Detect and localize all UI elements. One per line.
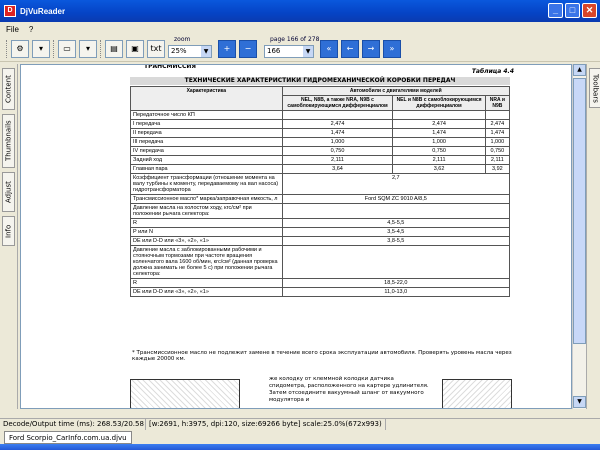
file-tab[interactable] xyxy=(4,431,132,444)
cell-value: 2,474 xyxy=(393,120,485,129)
table-row xyxy=(131,165,510,174)
cell-value: 3,8-5,5 xyxy=(282,237,509,246)
dropdown-icon[interactable]: ▾ xyxy=(32,40,50,58)
row-label: Давление масла с заблокированными рабочими и стояночным тормозами при частоте вращения коленчатого вала 1600 об/мин, кгс/см² (данная проверка должна занимать не более 5 с) при положении рычага селектора: xyxy=(131,246,283,279)
scroll-up-icon[interactable]: ▲ xyxy=(573,64,586,76)
document-page xyxy=(124,64,520,409)
footnote: * Трансмиссионное масло не подлежит замене в течение всего срока эксплуатации автомобиля. Проверять уровень масла через каждые 20000 км. xyxy=(132,350,512,362)
zoom-group xyxy=(168,36,212,58)
scroll-thumb[interactable] xyxy=(573,78,586,344)
prev-page-icon[interactable]: ← xyxy=(341,40,359,58)
chevron-down-icon[interactable]: ▼ xyxy=(201,46,211,57)
cell-value: 0,750 xyxy=(282,147,393,156)
table-row xyxy=(131,195,510,204)
table-row xyxy=(131,111,510,120)
text-mode-icon[interactable]: txt xyxy=(147,40,165,58)
table-row xyxy=(131,288,510,297)
cell-value: 1,000 xyxy=(282,138,393,147)
table-row xyxy=(131,147,510,156)
table-header: Характеристика xyxy=(131,87,283,111)
next-page-icon[interactable]: → xyxy=(362,40,380,58)
zoom-select[interactable] xyxy=(168,45,212,58)
row-label: Давление масла на холостом ходу, кгс/см² при положении рычага селектора: xyxy=(131,204,283,219)
cell-value: 3,92 xyxy=(485,165,509,174)
tab-content[interactable]: Content xyxy=(2,68,15,110)
left-sidebar-tabs xyxy=(0,64,18,409)
menu-bar xyxy=(0,22,600,36)
cell-value: 3,62 xyxy=(393,165,485,174)
page-group xyxy=(264,36,320,58)
document-viewer[interactable] xyxy=(20,64,572,409)
table-row xyxy=(131,246,510,279)
scroll-down-icon[interactable]: ▼ xyxy=(573,396,586,408)
row-label: Главная пара xyxy=(131,165,283,174)
cell-value: 2,474 xyxy=(282,120,393,129)
figure-image xyxy=(130,379,240,409)
zoom-out-icon[interactable]: − xyxy=(239,40,257,58)
status-bar xyxy=(0,418,600,430)
cell-value: 18,5-22,0 xyxy=(282,279,509,288)
cell-value: 4,5-5,5 xyxy=(282,219,509,228)
cell-value: 3,5-4,5 xyxy=(282,228,509,237)
row-label: DE или D-D или «3», «2», «1» xyxy=(131,237,283,246)
table-row xyxy=(131,219,510,228)
cell-value: 0,750 xyxy=(485,147,509,156)
chevron-down-icon[interactable]: ▼ xyxy=(303,46,313,57)
row-label: Задний ход xyxy=(131,156,283,165)
row-label: I передача xyxy=(131,120,283,129)
cell-value: 1,474 xyxy=(282,129,393,138)
row-label: II передача xyxy=(131,129,283,138)
row-label: P или N xyxy=(131,228,283,237)
menu-help[interactable]: ? xyxy=(28,24,34,34)
page-header: ТРАНСМИССИЯ xyxy=(144,64,196,70)
cell-value xyxy=(282,246,509,279)
zoom-label: zoom xyxy=(174,36,191,43)
spec-table xyxy=(130,86,510,297)
page-value: 166 xyxy=(267,47,281,55)
tab-info[interactable]: Info xyxy=(2,216,15,246)
maximize-button[interactable]: □ xyxy=(565,3,580,18)
cell-value xyxy=(485,111,509,120)
toolbar-grip[interactable] xyxy=(53,40,55,58)
cell-value xyxy=(282,204,509,219)
table-row xyxy=(131,279,510,288)
cell-value: 1,000 xyxy=(393,138,485,147)
cell-value: 11,0-13,0 xyxy=(282,288,509,297)
table-header: NRA и N9B xyxy=(485,96,509,111)
toolbar-grip[interactable] xyxy=(100,40,102,58)
cell-value: 2,474 xyxy=(485,120,509,129)
row-label: IV передача xyxy=(131,147,283,156)
dropdown-icon[interactable]: ▾ xyxy=(79,40,97,58)
cell-value xyxy=(393,111,485,120)
cell-value: 0,750 xyxy=(393,147,485,156)
layout-icon[interactable]: ▤ xyxy=(105,40,123,58)
tab-adjust[interactable]: Adjust xyxy=(2,172,15,212)
right-sidebar-tabs xyxy=(586,64,600,409)
cell-value: 1,474 xyxy=(393,129,485,138)
table-header: NEL, N8B, а также NRA, N9B с самоблокирующимся дифференциалом xyxy=(282,96,393,111)
row-label: R xyxy=(131,219,283,228)
first-page-icon[interactable]: « xyxy=(320,40,338,58)
decode-time: Decode/Output time (ms): 268.53/20.58 xyxy=(0,419,146,430)
table-row xyxy=(131,228,510,237)
last-page-icon[interactable]: » xyxy=(383,40,401,58)
figure-image xyxy=(442,379,512,409)
vertical-scrollbar[interactable] xyxy=(572,64,586,409)
tab-toolbars[interactable]: Toolbars xyxy=(589,68,600,108)
cell-value: 2,111 xyxy=(485,156,509,165)
row-label: R xyxy=(131,279,283,288)
title-bar xyxy=(0,0,600,22)
table-row xyxy=(131,129,510,138)
row-label: DE или D-D или «3», «2», «1» xyxy=(131,288,283,297)
djvu-app-icon: D xyxy=(4,5,16,17)
page-label: page 166 of 278 xyxy=(270,36,320,43)
toolbar xyxy=(0,36,600,62)
cell-value: 2,7 xyxy=(282,174,509,195)
page-view-icon[interactable]: ▭ xyxy=(58,40,76,58)
cell-value: 2,111 xyxy=(282,156,393,165)
cell-value xyxy=(282,111,393,120)
table-row xyxy=(131,120,510,129)
table-row xyxy=(131,156,510,165)
menu-file[interactable]: File xyxy=(6,24,19,34)
window-title: DjVuReader xyxy=(20,6,66,16)
page-select[interactable] xyxy=(264,45,314,58)
zoom-in-icon[interactable]: + xyxy=(218,40,236,58)
table-title: ТЕХНИЧЕСКИЕ ХАРАКТЕРИСТИКИ ГИДРОМЕХАНИЧЕСКОЙ КОРОБКИ ПЕРЕДАЧ xyxy=(130,77,510,85)
zoom-value: 25% xyxy=(171,47,187,55)
document-info: [w:2691, h:3975, dpi:120, size:69266 byte] scale:25.0%(672x993) xyxy=(146,419,386,430)
tab-thumbnails[interactable]: Thumbnails xyxy=(2,114,15,168)
toolbar-grip[interactable] xyxy=(6,40,8,58)
image-mode-icon[interactable]: ▣ xyxy=(126,40,144,58)
table-row xyxy=(131,237,510,246)
cell-value: 1,000 xyxy=(485,138,509,147)
table-caption: Таблица 4.4 xyxy=(471,68,514,75)
minimize-button[interactable]: _ xyxy=(548,3,563,18)
close-button[interactable]: ✕ xyxy=(582,3,597,18)
table-row xyxy=(131,138,510,147)
row-label: III передача xyxy=(131,138,283,147)
cell-value: 2,111 xyxy=(393,156,485,165)
table-header: NEL и N8B с самоблокирующимся дифференциалом xyxy=(393,96,485,111)
file-tab-label: Ford Scorpio_CarInfo.com.ua.djvu xyxy=(9,434,127,442)
table-row xyxy=(131,204,510,219)
settings-icon[interactable]: ⚙ xyxy=(11,40,29,58)
table-row xyxy=(131,174,510,195)
row-label: Коэффициент трансформации (отношение момента на валу турбины к моменту, передаваемому на вал насоса) гидротрансформатора xyxy=(131,174,283,195)
row-label: Трансмиссионное масло* марка/заправочная емкость, л xyxy=(131,195,283,204)
cell-value: 3,64 xyxy=(282,165,393,174)
table-header: Автомобили с двигателями моделей xyxy=(282,87,509,96)
cell-value: Ford SQM ZC 9010 A/8,5 xyxy=(282,195,509,204)
cell-value: 1,474 xyxy=(485,129,509,138)
figure-text: же колодку от клеммной колодки датчика спидометра, расположенного на картере удлинителя. Затем отсоедините вакуумный шланг от вакуумного модулятора и xyxy=(269,376,429,403)
taskbar xyxy=(0,444,600,450)
row-label: Передаточное число КП xyxy=(131,111,283,120)
